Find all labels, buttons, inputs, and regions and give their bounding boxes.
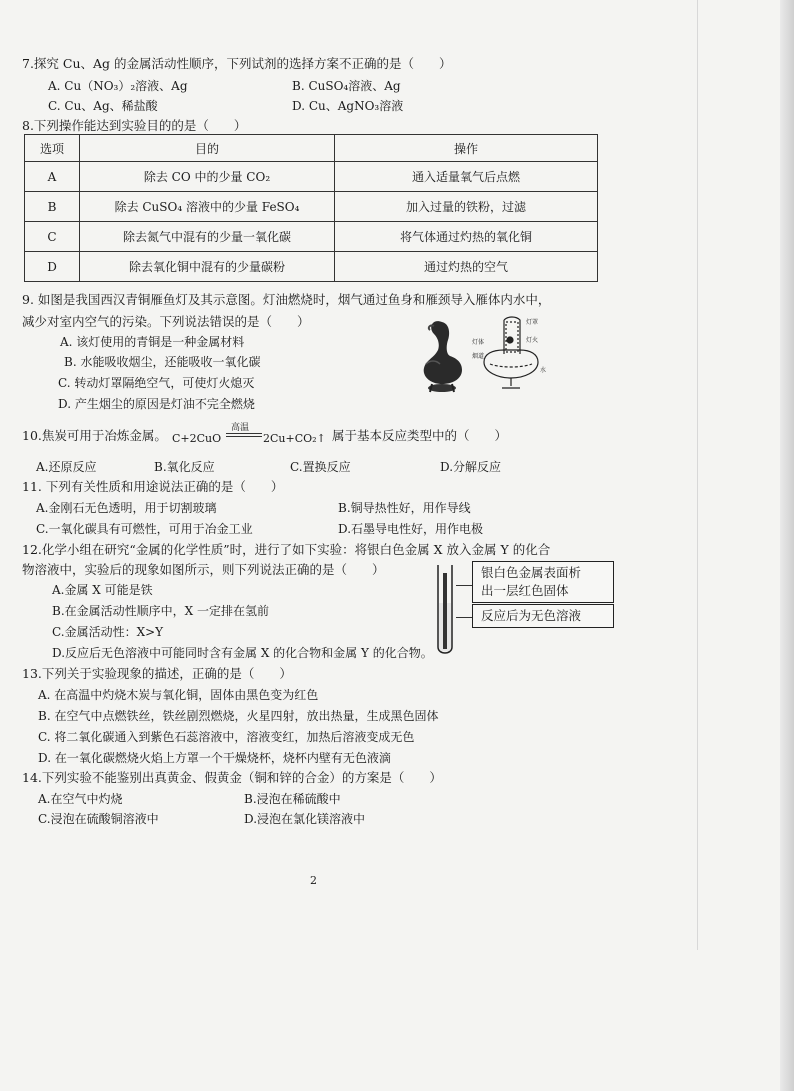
q10-equation-condition: 高温 [231, 423, 250, 433]
q14-option-d: D.浸泡在氯化镁溶液中 [244, 812, 366, 826]
q8-row-option: B [25, 192, 80, 222]
q8-table-header [25, 135, 598, 162]
q8-header-operation: 操作 [335, 135, 598, 162]
goose-fish-lamp-figure [412, 314, 562, 396]
q14-option-b: B.浸泡在稀硫酸中 [244, 792, 341, 806]
q11-option-d: D.石墨导电性好，用作电极 [338, 522, 484, 536]
q9-option-d: D. 产生烟尘的原因是灯油不完全燃烧 [58, 397, 255, 411]
q12-option-c: C.金属活动性：X>Y [52, 625, 164, 639]
q14-stem: 14.下列实验不能鉴别出真黄金、假黄金（铜和锌的合金）的方案是（ ） [22, 770, 442, 785]
q8-stem: 8.下列操作能达到实验目的的是（ ） [22, 118, 247, 133]
q11-stem: 11. 下列有关性质和用途说法正确的是（ ） [22, 479, 284, 494]
q8-table-row [25, 192, 598, 222]
q8-table-row [25, 252, 598, 282]
q8-row-purpose: 除去 CuSO₄ 溶液中的少量 FeSO₄ [80, 192, 335, 222]
q8-row-option: A [25, 162, 80, 192]
q7-option-b: B. CuSO₄溶液、Ag [292, 79, 401, 93]
q13-stem: 13.下列关于实验现象的描述，正确的是（ ） [22, 666, 292, 681]
q9-stem-line2: 减少对室内空气的污染。下列说法错误的是（ ） [22, 314, 310, 329]
q7-option-c: C. Cu、Ag、稀盐酸 [48, 99, 158, 113]
observation-box-solution: 反应后为无色溶液 [472, 604, 614, 628]
paper-fold-line [697, 0, 698, 950]
q9-option-c: C. 转动灯罩隔绝空气，可使灯火熄灭 [58, 376, 255, 390]
q10-option-a: A.还原反应 [36, 460, 97, 474]
q10-equation-left: C+2CuO [172, 432, 222, 445]
q12-stem-line2: 物溶液中，实验后的现象如图所示，则下列说法正确的是（ ） [22, 562, 385, 577]
q12-option-b: B.在金属活动性顺序中，X 一定排在氢前 [52, 604, 269, 618]
page-number: 2 [310, 874, 317, 887]
q11-option-c: C.一氧化碳具有可燃性，可用于冶金工业 [36, 522, 253, 536]
pointer-line-1 [456, 585, 472, 586]
label-water: 水 [540, 367, 547, 374]
q10-stem-prefix: 10.焦炭可用于冶炼金属。 [22, 428, 167, 443]
q8-row-purpose: 除去氮气中混有的少量一氧化碳 [80, 222, 335, 252]
lamp-schematic [484, 317, 538, 388]
q13-option-b: B. 在空气中点燃铁丝，铁丝剧烈燃烧，火星四射，放出热量，生成黑色固体 [38, 709, 439, 723]
q8-row-option: C [25, 222, 80, 252]
q11-option-a: A.金刚石无色透明，用于切割玻璃 [36, 501, 217, 515]
q14-option-a: A.在空气中灼烧 [38, 792, 123, 806]
q8-row-purpose: 除去 CO 中的少量 CO₂ [80, 162, 335, 192]
label-flue: 烟道 [472, 353, 485, 360]
q10-option-c: C.置换反应 [290, 460, 351, 474]
q13-option-a: A. 在高温中灼烧木炭与氧化铜，固体由黑色变为红色 [38, 688, 319, 702]
q14-option-c: C.浸泡在硫酸铜溶液中 [38, 812, 159, 826]
q12-option-a: A.金属 X 可能是铁 [52, 583, 153, 597]
q9-stem-line1: 9. 如图是我国西汉青铜雁鱼灯及其示意图。灯油燃烧时，烟气通过鱼身和雁颈导入雁体内水中， [22, 292, 551, 307]
q8-row-purpose: 除去氧化铜中混有的少量碳粉 [80, 252, 335, 282]
goose-fish-lamp-illustration [412, 314, 562, 396]
q13-option-c: C. 将二氧化碳通入到紫色石蕊溶液中，溶液变红，加热后溶液变成无色 [38, 730, 415, 744]
q8-row-operation: 通入适量氧气后点燃 [335, 162, 598, 192]
equation-equals-line-2 [226, 436, 262, 437]
q11-option-b: B.铜导热性好，用作导线 [338, 501, 471, 515]
label-lampshade: 灯罩 [526, 319, 539, 326]
label-body: 灯体 [472, 339, 485, 346]
paper-edge-shadow [780, 0, 794, 1091]
q7-option-a: A. Cu（NO₃）₂溶液、Ag [48, 79, 188, 93]
q8-row-operation: 加入过量的铁粉，过滤 [335, 192, 598, 222]
q8-row-option: D [25, 252, 80, 282]
label-flame: 灯火 [526, 337, 539, 344]
observation-box-line2: 出一层红色固体 [481, 583, 569, 598]
q10-equation-right: 2Cu+CO₂↑ [263, 432, 326, 445]
q12-option-d: D.反应后无色溶液中可能同时含有金属 X 的化合物和金属 Y 的化合物。 [52, 646, 433, 660]
test-tube-icon [432, 563, 458, 659]
lamp-photo [424, 321, 462, 392]
observation-box-line1: 银白色金属表面析 [481, 565, 582, 580]
q8-row-operation: 通过灼热的空气 [335, 252, 598, 282]
q9-option-a: A. 该灯使用的青铜是一种金属材料 [60, 335, 245, 349]
q8-header-option: 选项 [25, 135, 80, 162]
q7-stem: 7.探究 Cu、Ag 的金属活动性顺序，下列试剂的选择方案不正确的是（ ） [22, 56, 452, 71]
q10-option-d: D.分解反应 [440, 460, 502, 474]
pointer-line-2 [456, 617, 472, 618]
q13-option-d: D. 在一氧化碳燃烧火焰上方罩一个干燥烧杯，烧杯内壁有无色液滴 [38, 751, 391, 765]
equation-equals-line-1 [226, 433, 262, 434]
q8-table-row [25, 222, 598, 252]
q8-table-row [25, 162, 598, 192]
q8-row-operation: 将气体通过灼热的氧化铜 [335, 222, 598, 252]
test-tube-figure [432, 563, 458, 659]
q9-option-b: B. 水能吸收烟尘，还能吸收一氧化碳 [64, 355, 261, 369]
schematic-labels [472, 318, 546, 374]
q12-stem-line1: 12.化学小组在研究“金属的化学性质”时，进行了如下实验：将银白色金属 X 放入金属 Y 的化合 [22, 542, 551, 557]
q8-table [24, 134, 598, 282]
observation-box-solid [472, 561, 614, 603]
q8-header-purpose: 目的 [80, 135, 335, 162]
q7-option-d: D. Cu、AgNO₃溶液 [292, 99, 404, 113]
q10-option-b: B.氧化反应 [154, 460, 215, 474]
q10-stem-suffix: 属于基本反应类型中的（ ） [332, 428, 508, 443]
